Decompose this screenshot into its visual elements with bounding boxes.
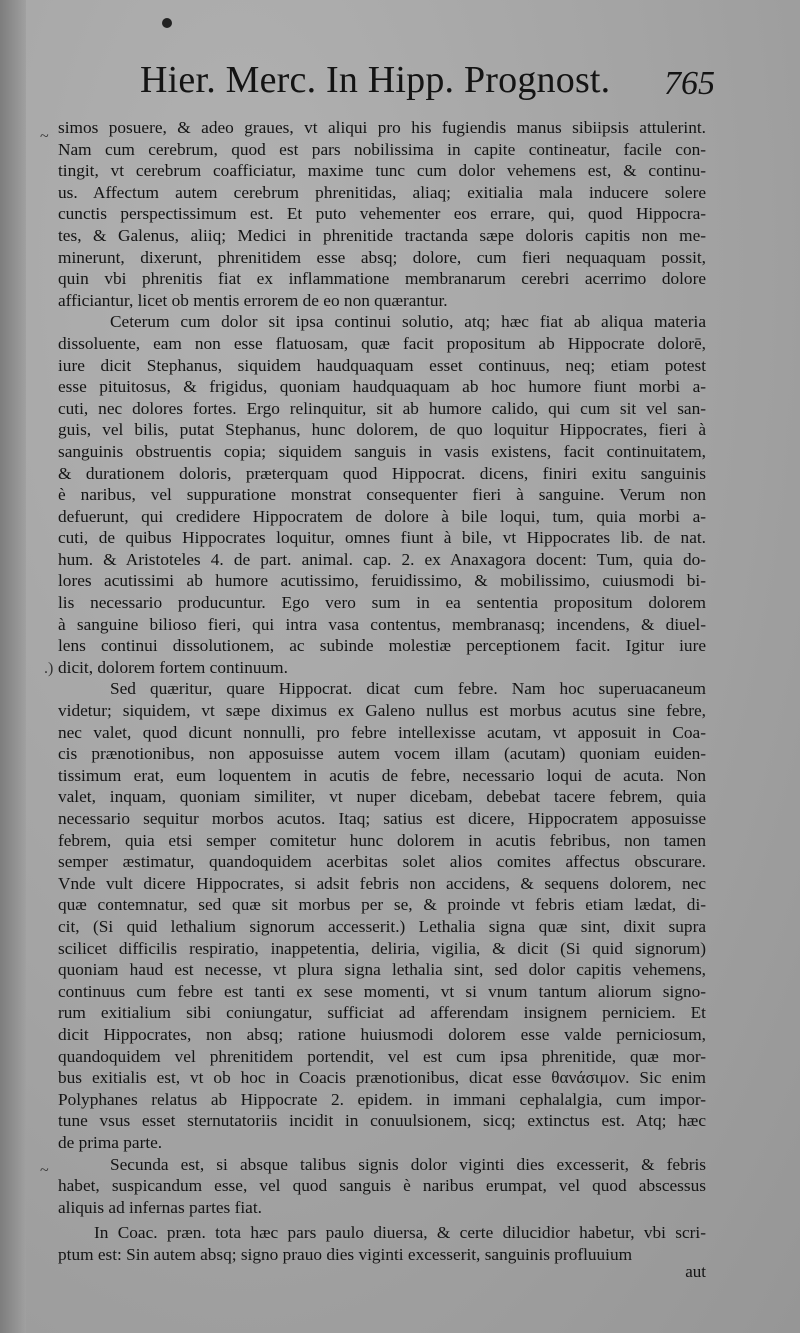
margin-mark: .) bbox=[44, 660, 54, 677]
text-line: In Coac. præn. tota hæc pars paulo diuersa, & certe dilucidior habetur, vbi scri- bbox=[94, 1223, 706, 1243]
text-line: Vnde vult dicere Hippocrates, si adsit febris non accidens, & sequens dolorem, nec bbox=[58, 873, 706, 893]
text-line: cunctis perspectissimum est. Et puto vehementer eos errare, qui, quod Hippocra- bbox=[58, 204, 706, 224]
text-line: tissimum erat, eum loquentem in acutis de febre, necessario loqui de acuta. Non bbox=[58, 765, 706, 785]
text-line: bus exitialis est, vt ob hoc in Coacis prænotionibus, dicat esse θανάσιμον. Sic enim bbox=[58, 1068, 706, 1088]
text-line: tune vsus esset sternutatoriis incidit in conuulsionem, sicq; extinctus est. Atq; hæc bbox=[58, 1111, 706, 1131]
text-line: nec valet, quod dicunt nonnulli, pro febre intellexisse acutam, vt apposuit in Coa- bbox=[58, 722, 706, 742]
text-line: cuti, de quibus Hippocrates loquitur, omnes fiunt à bile, vt Hippocrates lib. de nat. bbox=[58, 528, 706, 548]
text-line: dissoluente, eam non esse flatuosam, quæ facit propositum ab Hippocrate dolorē, bbox=[58, 333, 706, 353]
text-line: & durationem doloris, præterquam quod Hippocrat. dicens, finiri exitu sanguinis bbox=[58, 463, 706, 483]
text-line: quoniam haud est necesse, vt plura signa lethalia sint, sed dolor capitis vehemens, bbox=[58, 960, 706, 980]
page-header bbox=[140, 58, 715, 108]
text-line: à sanguine bilioso fieri, qui intra vasa contentus, membranasq; incendens, & diuel- bbox=[58, 614, 706, 634]
text-line: guis, vel bilis, putat Stephanus, hunc dolorem, de quo loquitur Hippocrates, fieri à bbox=[58, 420, 706, 440]
text-line: continuus cum febre est tanti ex sese momenti, vt si vnum tantum aliorum signo- bbox=[58, 981, 706, 1001]
text-line: lores acutissimi ab humore acutissimo, feruidissimo, & mobilissimo, cuiusmodi bi- bbox=[58, 571, 706, 591]
paragraph bbox=[58, 678, 706, 1153]
text-line: quandoquidem vel phrenitidem portendit, vel est cum ipsa phrenitide, quæ mor- bbox=[58, 1046, 706, 1066]
paragraph bbox=[58, 311, 706, 678]
text-line: habet, suspicandum esse, vel quod sanguis è naribus erumpat, vel quod abscessus bbox=[58, 1176, 706, 1196]
text-line: Ceterum cum dolor sit ipsa continui solutio, atq; hæc fiat ab aliqua materia bbox=[110, 312, 706, 332]
text-line: tingit, vt cerebrum coafficiatur, maxime tunc cum dolor vehemens est, & continu- bbox=[58, 161, 706, 181]
text-line: defuerunt, qui credidere Hippocratem de dolore à bile loqui, tum, quia morbi a- bbox=[58, 506, 706, 526]
text-line: lens continui dissolutionem, ac subinde molestiæ perceptionem facit. Igitur iure bbox=[58, 636, 706, 656]
paragraph bbox=[58, 1154, 706, 1219]
text-line: febrem, quia etsi semper comitetur hunc dolorem in acutis febribus, non tamen bbox=[58, 830, 706, 850]
text-line: dicit, dolorem fortem continuum. bbox=[58, 657, 288, 677]
text-line: semper æstimatur, quandoquidem acerbitas solet alios comites affectus obscurare. bbox=[58, 852, 706, 872]
text-line: minerunt, dixerunt, phrenitidem esse absq; dolore, cum fieri nequaquam possit, bbox=[58, 247, 706, 267]
text-line: simos posuere, & adeo graues, vt aliqui pro his fugiendis manus sibiipsis attulerint. bbox=[58, 118, 706, 137]
text-line: Polyphanes relatus ab Hippocrate 2. epidem. in immani cephalalgia, cum impor- bbox=[58, 1089, 706, 1109]
text-line: quin vbi phrenitis fiat ex inflammatione membranarum cerebri acerrimo dolore bbox=[58, 269, 706, 289]
text-line: lis necessario producuntur. Ego vero sum in ea sententia propositum dolorem bbox=[58, 593, 706, 613]
text-line: necessario sequitur morbos acutos. Itaq; satius est dicere, Hippocratem apposuisse bbox=[58, 809, 706, 828]
text-line: tes, & Galenus, aliiq; Medici in phrenitide tractanda sæpe doloris capitis non me- bbox=[58, 225, 706, 245]
text-line: è naribus, vel suppuratione monstrat consequenter fieri à sanguine. Verum non bbox=[58, 485, 706, 505]
text-line: quæ contemnatur, sed quæ sit morbus per se, & proinde vt febris etiam lædat, di- bbox=[58, 895, 706, 915]
text-line: esse pituitosus, & frigidus, quoniam haudquaquam ab hoc humore fiunt morbi a- bbox=[58, 377, 706, 397]
running-head: Hier. Merc. In Hipp. Prognost. bbox=[140, 59, 611, 101]
page-body bbox=[58, 117, 706, 1265]
text-line: us. Affectum autem cerebrum phrenitidas, aliaq; exitialia mala inducere solere bbox=[58, 182, 706, 202]
text-line: ptum est: Sin autem absq; signo prauo dies viginti excesserit, sanguinis profluuium bbox=[58, 1244, 633, 1264]
margin-mark: ~ bbox=[40, 128, 49, 145]
text-line: valet, inquam, quoniam similiter, vt nuper dicebam, debebat tacere febrem, quia bbox=[58, 787, 706, 807]
paragraph bbox=[58, 117, 706, 311]
text-line: videtur; siquidem, vt sæpe diximus ex Galeno nullus est morbus acutus sine febre, bbox=[58, 701, 706, 721]
margin-mark: ~ bbox=[40, 1162, 49, 1179]
text-line: de prima parte. bbox=[58, 1132, 163, 1152]
text-line: aliquis ad infernas partes fiat. bbox=[58, 1197, 262, 1217]
text-line: dicit Hippocrates, non absq; ratione huiusmodi dolorem esse valde perniciosum, bbox=[58, 1024, 706, 1044]
catchword: aut bbox=[685, 1262, 706, 1281]
text-line: Nam cum cerebrum, quod est pars nobilissima in capite contineatur, facile con- bbox=[58, 139, 706, 159]
text-line: Secunda est, si absque talibus signis dolor viginti dies excesserit, & febris bbox=[110, 1154, 706, 1174]
text-line: scilicet difficilis respiratio, inappetentia, deliria, vigilia, & dicit (Si quid signorum) bbox=[58, 938, 706, 958]
text-line: Sed quæritur, quare Hippocrat. dicat cum febre. Nam hoc superuacaneum bbox=[110, 679, 706, 699]
text-line: rum exitialium sibi coniungatur, sufficiat ad afferendam insignem perniciem. Et bbox=[58, 1003, 706, 1023]
page-edge-shadow bbox=[0, 0, 26, 1333]
text-line: sanguinis obstruentis copia; siquidem sanguis in vasis existens, facit continuitatem, bbox=[58, 441, 706, 461]
paragraph bbox=[58, 1222, 706, 1265]
text-line: afficiantur, licet ob mentis errorem de eo non quærantur. bbox=[58, 290, 448, 310]
text-line: cis prænotionibus, non apposuisse autem vocem illam (acutam) quoniam euiden- bbox=[58, 744, 706, 764]
text-line: cuti, nec dolores fortes. Ergo relinquitur, sit ab humore calido, qui cum sit vel san- bbox=[58, 398, 706, 418]
page-number: 765 bbox=[664, 65, 715, 102]
text-line: hum. & Aristoteles 4. de part. animal. cap. 2. ex Anaxagora docent: Tum, quia do- bbox=[58, 549, 706, 569]
text-line: iure dicit Stephanus, siquidem haudquaquam esset continuus, neq; etiam potest bbox=[58, 355, 706, 375]
ink-spot bbox=[162, 18, 172, 28]
text-line: cit, (Si quid lethalium signorum accesserit.) Lethalia signa quæ sint, dixit supra bbox=[58, 916, 706, 936]
